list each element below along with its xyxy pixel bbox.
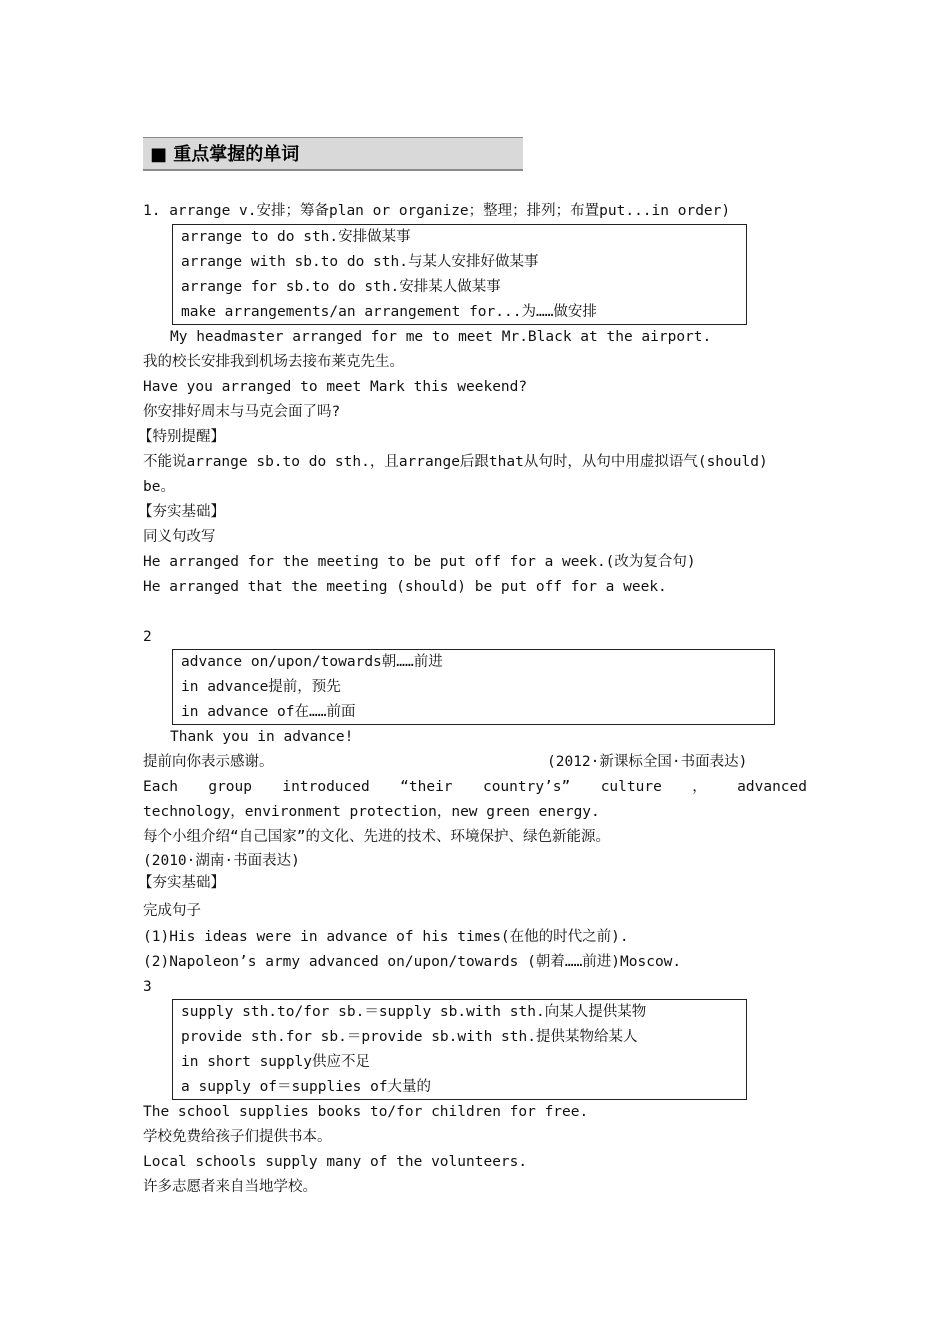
entry-1-heading: 1. arrange v.安排；筹备plan or organize；整理；排列；布置put...in order) <box>143 203 731 219</box>
practice-task: 同义句改写 <box>143 529 216 545</box>
word: ， <box>692 779 707 795</box>
phrase-line: in short supply供应不足 <box>181 1054 370 1070</box>
practice-answer: He arranged that the meeting (should) be put off for a week. <box>143 579 667 595</box>
example-source: (2012·新课标全国·书面表达) <box>547 754 748 770</box>
example-zh: 每个小组介绍“自己国家”的文化、先进的技术、环境保护、绿色新能源。 <box>143 829 610 845</box>
entry-2-phrase-box <box>172 649 775 725</box>
phrase-line: arrange to do sth.安排做某事 <box>181 229 411 245</box>
word: advanced <box>737 779 807 795</box>
tip-text: 不能说arrange sb.to do sth.，且arrange后跟that从句时，从句中用虚拟语气(should) <box>143 454 768 470</box>
example-en: Local schools supply many of the volunteers. <box>143 1154 528 1170</box>
example-en: technology，environment protection，new green energy. <box>143 804 600 820</box>
practice-question: He arranged for the meeting to be put off for a week.(改为复合句) <box>143 554 696 570</box>
example-en: My headmaster arranged for me to meet Mr.Black at the airport. <box>170 329 712 345</box>
entry-3-phrase-box <box>172 999 747 1100</box>
phrase-line: arrange with sb.to do sth.与某人安排好做某事 <box>181 254 539 270</box>
example-en-justified <box>143 775 807 800</box>
phrase-line: advance on/upon/towards朝……前进 <box>181 654 443 670</box>
phrase-line: in advance提前，预先 <box>181 679 341 695</box>
phrase-line: supply sth.to/for sb.＝supply sb.with sth.向某人提供某物 <box>181 1004 647 1020</box>
phrase-line: provide sth.for sb.＝provide sb.with sth.提供某物给某人 <box>181 1029 638 1045</box>
section-title-text: 重点掌握的单词 <box>173 144 300 165</box>
entry-3-number: 3 <box>143 979 152 995</box>
example-zh: 我的校长安排我到机场去接布莱克先生。 <box>143 354 404 370</box>
practice-question: (2)Napoleon’s army advanced on/upon/towards (朝着……前进)Moscow. <box>143 954 682 970</box>
practice-label: 【夯实基础】 <box>138 875 225 891</box>
square-bullet-icon: ■ <box>150 144 168 165</box>
phrase-line: make arrangements/an arrangement for...为……做安排 <box>181 304 597 320</box>
example-zh: 许多志愿者来自当地学校。 <box>143 1179 317 1195</box>
phrase-line: arrange for sb.to do sth.安排某人做某事 <box>181 279 501 295</box>
example-en: Thank you in advance! <box>170 729 354 745</box>
example-en: Have you arranged to meet Mark this weekend? <box>143 379 528 395</box>
word: “their <box>400 779 453 795</box>
entry-2-number: 2 <box>143 629 152 645</box>
example-en: The school supplies books to/for children for free. <box>143 1104 589 1120</box>
entry-1-phrase-box <box>172 224 747 325</box>
word: culture <box>600 779 662 795</box>
practice-task: 完成句子 <box>143 903 201 919</box>
word: group <box>208 779 252 795</box>
section-title <box>150 142 299 168</box>
example-zh: 学校免费给孩子们提供书本。 <box>143 1129 332 1145</box>
word: Each <box>143 779 178 795</box>
practice-label: 【夯实基础】 <box>138 504 225 520</box>
example-zh: 提前向你表示感谢。 <box>143 754 274 770</box>
phrase-line: a supply of＝supplies of大量的 <box>181 1079 432 1095</box>
practice-question: (1)His ideas were in advance of his times(在他的时代之前). <box>143 929 629 945</box>
tip-text: be。 <box>143 479 175 495</box>
word: introduced <box>282 779 370 795</box>
example-zh: 你安排好周末与马克会面了吗? <box>143 404 341 420</box>
tip-label: 【特别提醒】 <box>138 429 225 445</box>
example-source: (2010·湖南·书面表达) <box>143 853 300 869</box>
phrase-line: in advance of在……前面 <box>181 704 356 720</box>
word: country’s” <box>482 779 571 795</box>
